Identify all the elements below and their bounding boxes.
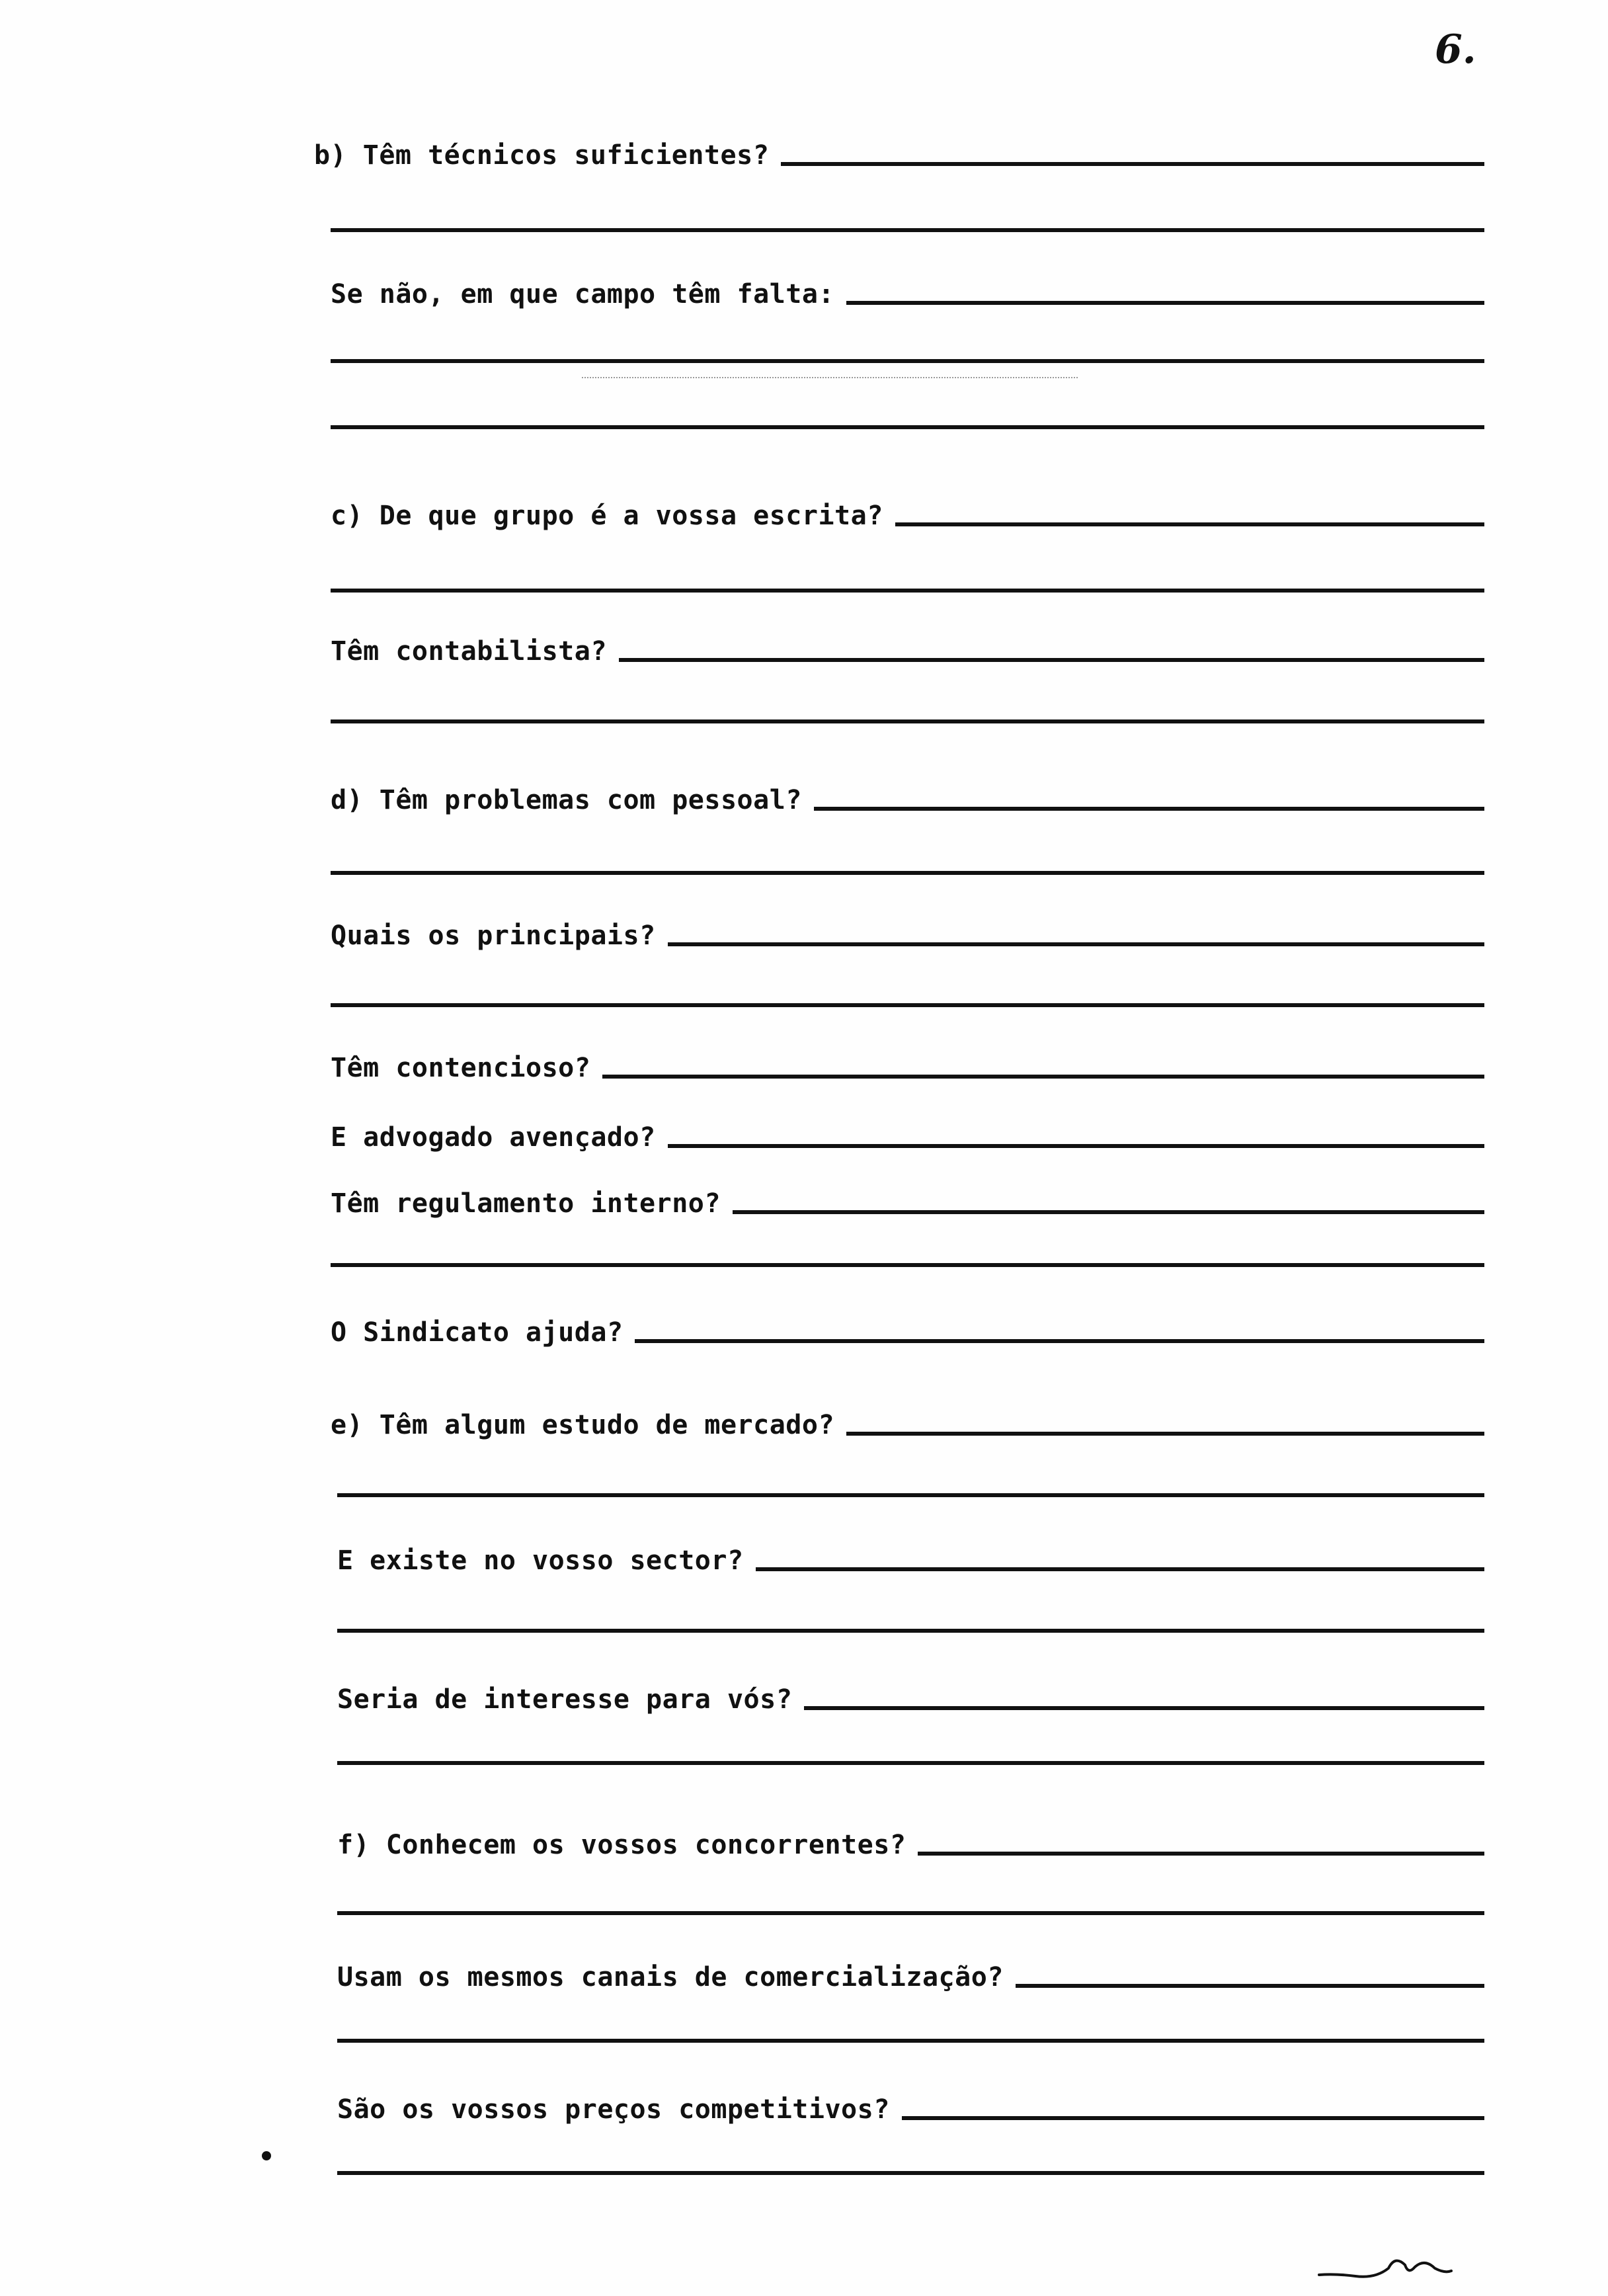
ink-dot [262, 2151, 271, 2160]
answer-line[interactable] [668, 942, 1484, 946]
question-label: Têm regulamento interno? [331, 1188, 721, 1219]
answer-line[interactable] [846, 1432, 1484, 1436]
answer-line[interactable] [814, 807, 1484, 811]
answer-line[interactable] [331, 425, 1484, 429]
question-tecnicos-suficientes [314, 129, 1484, 169]
answer-line[interactable] [331, 719, 1484, 723]
question-contabilista [331, 625, 1484, 665]
question-problemas-pessoal [331, 774, 1484, 813]
answer-line[interactable] [337, 1629, 1484, 1633]
answer-line[interactable] [756, 1567, 1484, 1571]
question-regulamento [331, 1177, 1484, 1217]
question-falta-campo [331, 268, 1484, 308]
page-number: 6. [1435, 26, 1476, 73]
answer-line[interactable] [804, 1706, 1484, 1710]
answer-line[interactable] [902, 2116, 1484, 2120]
answer-line[interactable] [331, 1003, 1484, 1007]
question-label: d) Têm problemas com pessoal? [331, 785, 802, 815]
answer-line[interactable] [337, 2039, 1484, 2043]
question-label: Têm contencioso? [331, 1053, 591, 1083]
answer-line[interactable] [337, 1493, 1484, 1497]
answer-line[interactable] [331, 228, 1484, 232]
answer-line[interactable] [602, 1075, 1484, 1079]
answer-line[interactable] [918, 1852, 1484, 1856]
answer-line[interactable] [846, 301, 1484, 305]
question-label: Se não, em que campo têm falta: [331, 279, 835, 309]
answer-line[interactable] [337, 1761, 1484, 1765]
answer-line[interactable] [895, 522, 1484, 526]
answer-line[interactable] [337, 1911, 1484, 1915]
answer-line[interactable] [781, 162, 1484, 166]
question-estudo-mercado [331, 1399, 1484, 1438]
question-grupo-escrita [331, 489, 1484, 529]
answer-line[interactable] [331, 871, 1484, 875]
question-interesse [337, 1673, 1484, 1713]
answer-line[interactable] [1016, 1984, 1484, 1988]
question-advogado [331, 1111, 1484, 1151]
answer-line[interactable] [337, 2171, 1484, 2175]
question-precos-competitivos [337, 2083, 1484, 2123]
question-canais-comercializacao [337, 1951, 1484, 1990]
question-sindicato [331, 1306, 1484, 1346]
question-label: f) Conhecem os vossos concorrentes? [337, 1830, 906, 1860]
answer-line[interactable] [619, 658, 1484, 662]
question-existe-sector [337, 1534, 1484, 1574]
question-contencioso [331, 1042, 1484, 1081]
answer-line[interactable] [733, 1210, 1484, 1214]
question-concorrentes [337, 1819, 1484, 1858]
answer-line[interactable] [331, 1263, 1484, 1267]
answer-line[interactable] [668, 1144, 1484, 1148]
answer-line[interactable] [331, 359, 1484, 363]
faint-line [582, 377, 1078, 378]
answer-line[interactable] [331, 589, 1484, 593]
question-label: Usam os mesmos canais de comercialização? [337, 1962, 1004, 1992]
question-label: Têm contabilista? [331, 636, 607, 667]
signature-mark [1316, 2248, 1455, 2281]
question-label: Quais os principais? [331, 921, 656, 951]
question-quais-principais [331, 909, 1484, 949]
question-label: E existe no vosso sector? [337, 1545, 744, 1576]
question-label: E advogado avençado? [331, 1122, 656, 1153]
question-label: e) Têm algum estudo de mercado? [331, 1410, 835, 1440]
answer-line[interactable] [635, 1339, 1484, 1343]
question-label: b) Têm técnicos suficientes? [314, 140, 770, 171]
question-label: c) De que grupo é a vossa escrita? [331, 501, 883, 531]
question-label: São os vossos preços competitivos? [337, 2094, 890, 2125]
question-label: Seria de interesse para vós? [337, 1684, 793, 1715]
question-label: O Sindicato ajuda? [331, 1317, 623, 1348]
